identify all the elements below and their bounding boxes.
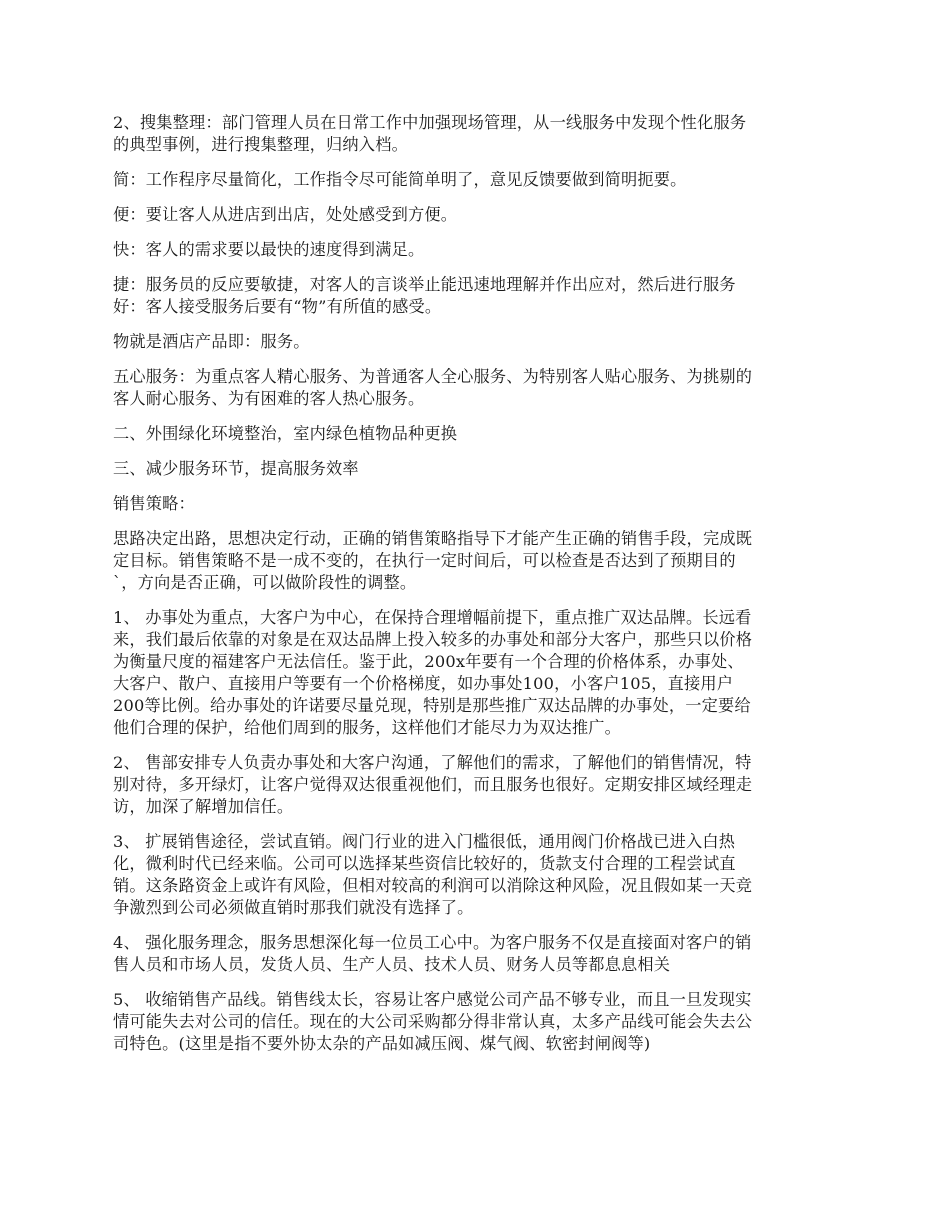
- paragraph-product-definition: 物就是酒店产品即：服务。: [113, 332, 310, 351]
- paragraph-quick-response: 捷：服务员的反应要敏捷，对客人的言谈举止能迅速地理解并作出应对，然后进行服务 好：客人接受服务后要有“物”有所值的感受。: [113, 275, 736, 316]
- paragraph-five-hearts: 五心服务：为重点客人精心服务、为普通客人全心服务、为特别客人贴心服务、为挑剔的 客人耐心服务、为有困难的客人热心服务。: [113, 367, 753, 408]
- paragraph-strategy-5: 5、 收缩销售产品线。销售线太长，容易让客户感觉公司产品不够专业，而且一旦发现实 情可能失去对公司的信任。现在的大公司采购都分得非常认真，太多产品线可能会失去公 司特色。(这里是指不要外协太杂的产品如减压阀、煤气阀、软密封闸阀等): [113, 990, 753, 1053]
- paragraph-simple: 简：工作程序尽量简化，工作指令尽可能简单明了，意见反馈要做到简明扼要。: [113, 170, 687, 189]
- document-body: [113, 112, 843, 1068]
- paragraph-strategy-1: 1、 办事处为重点，大客户为中心，在保持合理增幅前提下，重点推广双达品牌。长远看 来，我们最后依靠的对象是在双达品牌上投入较多的办事处和部分大客户，那些只以价格 为衡量尺度的福建客户无法信任。鉴于此，200x年要有一个合理的价格体系，办事处、 大客户、散户、直接用户等要有一个价格梯度，如办事处100，小客户105，直接用户 200等比例。给办事处的许诺要尽量兑现，特别是那些推广双达品牌的办事处，一定要给 他们合理的保护，给他们周到的服务，这样他们才能尽力为双达推广。: [113, 608, 753, 737]
- paragraph-collection-method: 2、搜集整理：部门管理人员在日常工作中加强现场管理，从一线服务中发现个性化服务 的典型事例，进行搜集整理，归纳入档。: [113, 113, 747, 154]
- paragraph-convenient: 便：要让客人从进店到出店，处处感受到方便。: [113, 205, 458, 224]
- section-heading-sales-strategy: 销售策略：: [113, 494, 195, 513]
- paragraph-fast: 快：客人的需求要以最快的速度得到满足。: [113, 240, 425, 259]
- paragraph-strategy-3: 3、 扩展销售途径，尝试直销。阀门行业的进入门槛很低，通用阀门价格战已进入白热 化，微利时代已经来临。公司可以选择某些资信比较好的，货款支付合理的工程尝试直 销。这条路资金上或许有风险，但相对较高的利润可以消除这种风险，况且假如某一天竞 争激烈到公司必须做直销时那我们就没有选择了。: [113, 832, 753, 917]
- paragraph-greening: 二、外围绿化环境整治，室内绿色植物品种更换: [113, 424, 458, 443]
- paragraph-strategy-2: 2、 售部安排专人负责办事处和大客户沟通，了解他们的需求，了解他们的销售情况，特 别对待，多开绿灯，让客户觉得双达很重视他们，而且服务也很好。定期安排区域经理走 访，加深了解增加信任。: [113, 753, 753, 816]
- paragraph-strategy-intro: 思路决定出路，思想决定行动，正确的销售策略指导下才能产生正确的销售手段，完成既 定目标。销售策略不是一成不变的，在执行一定时间后，可以检查是否达到了预期目的 `，方向是否正确，可以做阶段性的调整。: [113, 529, 753, 592]
- paragraph-efficiency: 三、减少服务环节，提高服务效率: [113, 459, 359, 478]
- paragraph-strategy-4: 4、 强化服务理念，服务思想深化每一位员工心中。为客户服务不仅是直接面对客户的销 售人员和市场人员，发货人员、生产人员、技术人员、财务人员等都息息相关: [113, 933, 752, 974]
